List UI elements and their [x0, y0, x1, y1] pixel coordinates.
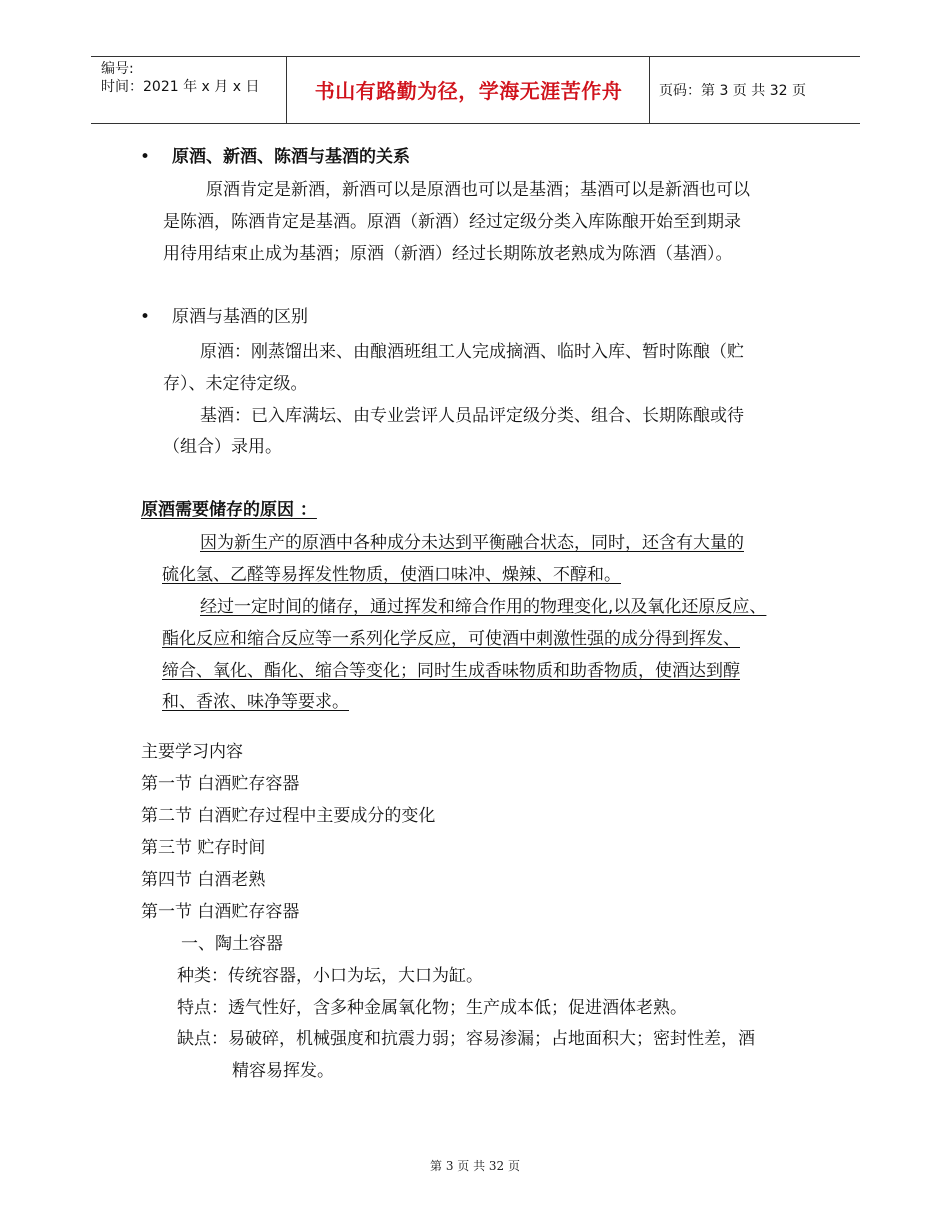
paragraph-line: 用待用结束止成为基酒；原酒（新酒）经过长期陈放老熟成为陈酒（基酒）。 — [163, 244, 733, 264]
paragraph-line: 经过一定时间的储存，通过挥发和缔合作用的物理变化,以及氧化还原反应、 — [200, 597, 767, 617]
header-motto: 书山有路勤为径，学海无涯苦作舟 — [314, 79, 623, 103]
paragraph-line: 因为新生产的原酒中各种成分未达到平衡融合状态，同时，还含有大量的 — [200, 533, 744, 553]
paragraph-line: 原酒肯定是新酒，新酒可以是原酒也可以是基酒；基酒可以是新酒也可以 — [206, 180, 750, 200]
header-page-info: 页码：第 3 页 共 32 页 — [659, 83, 806, 99]
subsection-heading: 一、陶土容器 — [181, 934, 283, 954]
section-title: 原酒与基酒的区别 — [172, 307, 308, 327]
contents-item: 第二节 白酒贮存过程中主要成分的变化 — [141, 806, 436, 826]
paragraph-line: 是陈酒，陈酒肯定是基酒。原酒（新酒）经过定级分类入库陈酿开始至到期录 — [163, 212, 741, 232]
time-label: 时间：2021 年 x 月 x 日 — [101, 79, 260, 95]
contents-heading: 主要学习内容 — [141, 742, 243, 762]
section-title: 原酒需要储存的原因 ： — [141, 500, 317, 520]
contents-item: 第四节 白酒老熟 — [141, 870, 266, 890]
paragraph-line: 特点：透气性好，含多种金属氧化物；生产成本低；促进酒体老熟。 — [177, 998, 687, 1018]
paragraph-line: 原酒：刚蒸馏出来、由酿酒班组工人完成摘酒、临时入库、暂时陈酿（贮 — [200, 342, 744, 362]
paragraph-line: 精容易挥发。 — [232, 1061, 334, 1081]
paragraph-line: 种类：传统容器，小口为坛，大口为缸。 — [177, 966, 483, 986]
paragraph-line: 存）、未定待定级。 — [163, 374, 308, 394]
header-meta — [101, 60, 259, 96]
paragraph-line: 缔合、氧化、酯化、缩合等变化；同时生成香味物质和助香物质，使酒达到醇 — [162, 661, 740, 681]
section-title: 原酒、新酒、陈酒与基酒的关系 — [172, 147, 410, 167]
bullet-icon: • — [140, 147, 151, 167]
document-header — [91, 56, 860, 124]
page-footer: 第 3 页 共 32 页 — [430, 1159, 520, 1173]
paragraph-line: 缺点：易破碎，机械强度和抗震力弱；容易渗漏；占地面积大；密封性差，酒 — [177, 1029, 755, 1049]
paragraph-line: （组合）录用。 — [163, 437, 282, 457]
number-label: 编号: — [101, 61, 134, 77]
paragraph-line: 硫化氢、乙醛等易挥发性物质，使酒口味冲、燥辣、不醇和。 — [162, 565, 621, 585]
contents-item: 第一节 白酒贮存容器 — [141, 774, 300, 794]
contents-item: 第一节 白酒贮存容器 — [141, 902, 300, 922]
paragraph-line: 酯化反应和缩合反应等一系列化学反应，可使酒中刺激性强的成分得到挥发、 — [162, 629, 740, 649]
contents-item: 第三节 贮存时间 — [141, 838, 266, 858]
paragraph-line: 基酒：已入库满坛、由专业尝评人员品评定级分类、组合、长期陈酿或待 — [200, 406, 744, 426]
paragraph-line: 和、香浓、味净等要求。 — [162, 692, 349, 712]
bullet-icon: • — [140, 307, 151, 327]
